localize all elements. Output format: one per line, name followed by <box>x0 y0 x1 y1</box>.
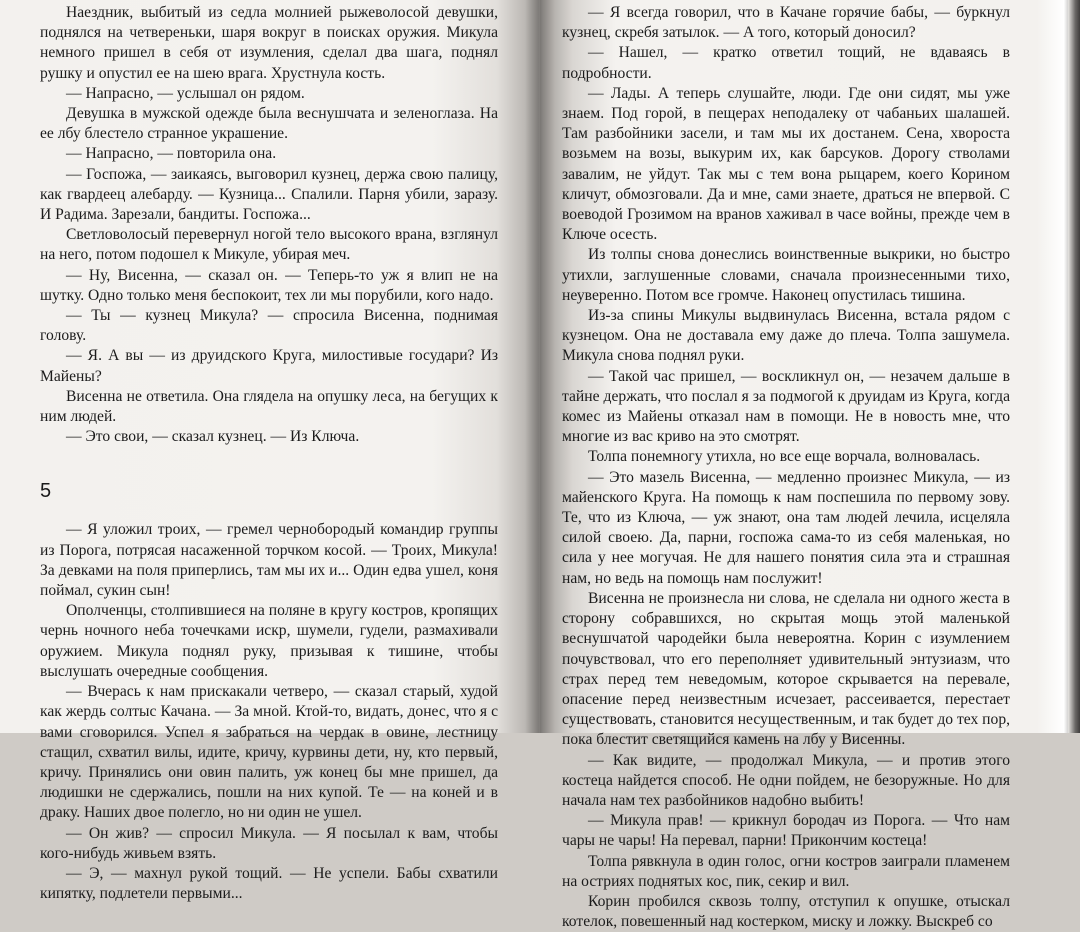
paragraph: Из толпы снова донеслись воинственные выкрики, но быстро утихли, заглушенные словами, сначала произнесенными тихо, неуверенно. Потом все громче. Наконец опустилась тишина. <box>562 246 1010 304</box>
paragraph: — Лады. А теперь слушайте, люди. Где они сидят, мы уже знаем. Под горой, в пещерах неподалеку от чабаньих шалашей. Там разбойники засели, и там мы их достанем. Сена, хвороста возьмем на возы, выкурим их, как барсуков. Дорогу стволами завалим, не уйдут. Так мы с тем вона рыцарем, коего Корином кличут, обмозговали. Да и мне, сами знаете, драться не впервой. С воеводой Грозимом на вранов хаживал в часе войны, прежде чем в Ключе осесть. <box>562 84 1010 244</box>
paragraph: Наездник, выбитый из седла молнией рыжеволосой девушки, поднялся на четвереньки, шаря вокруг в поисках оружия. Микула немного пришел в себя от изумления, сделал два шага, поднял рушку и опустил ее на шею врага. Хрустнула кость. <box>40 4 498 82</box>
right-page <box>540 0 1080 931</box>
left-page <box>0 0 540 903</box>
paragraph: — Это мазель Висенна, — медленно произнес Микула, — из майенского Круга. На помощь к нам поспешила по первому зову. Те, что из Ключа, — уж знают, она там людей лечила, исцеляла силой своею. Да, парни, госпожа сама-то из себя маленькая, но сила у нее могучая. Не для нашего понятия сила эта и страшная нам, но ведь на помощь нам послужит! <box>562 468 1010 587</box>
right-column <box>562 3 1010 932</box>
chapter-number: 5 <box>40 480 52 503</box>
paragraph: Висенна не произнесла ни слова, не сделала ни одного жеста в сторону собравшихся, но скрытая мощь этой маленькой веснушчатой чародейки была невероятна. Корин с изумлением почувствовал, что его переполняет удивительный энтузиазм, что страх перед тем неведомым, которое скрывается на перевале, опасение перед неизвестным исчезает, рассеивается, перестает существовать, становится несущественным, и так будет до тех пор, пока блестит светящийся камень на лбу у Висенны. <box>562 589 1011 749</box>
paragraph: — Я. А вы — из друидского Круга, милостивые государи? Из Майены? <box>40 347 498 385</box>
paragraph: Ополченцы, столпившиеся на поляне в кругу костров, кропящих чернь ночного неба точечками искр, шумели, гудели, размахивали оружием. Микула поднял руку, призывая к тишине, чтобы выслушать очередные сообщения. <box>40 602 498 680</box>
paragraph: — Это свои, — сказал кузнец. — Из Ключа. <box>66 428 360 446</box>
paragraph: — Такой час пришел, — воскликнул он, — незачем дальше в тайне держать, что послал я за подмогой к друидам из Круга, когда комес из Майены отказал нам в помощи. Не в новость мне, что многие из вас криво на это смотрят. <box>562 367 1010 446</box>
paragraph: — Госпожа, — заикаясь, выговорил кузнец, держа свою палицу, как гвардеец алебарду. — Кузница... Спалили. Парня убили, заразу. И Радима. Зарезали, бандиты. Госпожа... <box>40 165 498 224</box>
book-edge <box>1068 0 1080 733</box>
paragraph: Девушка в мужской одежде была веснушчата и зеленоглаза. На ее лбу блестело странное украшение. <box>40 105 498 143</box>
paragraph: — Ну, Висенна, — сказал он. — Теперь-то уж я влип не на шутку. Одно только меня беспокоит, тех ли мы порубили, кого надо. <box>40 266 498 304</box>
paragraph: Толпа понемногу утихла, но все еще ворчала, волновалась. <box>588 448 981 466</box>
paragraph: — Напрасно, — повторила она. <box>66 145 277 163</box>
paragraph: — Микула прав! — крикнул бородач из Порога. — Что нам чары не чары! На перевал, парни! Прикончим костеца! <box>562 812 1010 850</box>
paragraph: Светловолосый перевернул ногой тело высокого врана, взглянул на него, потом подошел к Микуле, убирая меч. <box>40 226 498 264</box>
paragraph: Из-за спины Микулы выдвинулась Висенна, встала рядом с кузнецом. Она не доставала ему даже до плеча. Толпа зашумела. Микула снова поднял руки. <box>562 307 1010 365</box>
paragraph: — Ты — кузнец Микула? — спросила Висенна, поднимая голову. <box>40 307 498 345</box>
paragraph: — Вчерась к нам прискакали четверо, — сказал старый, худой как жердь солтыс Качана. — За мной. Ктой-то, видать, донес, что я с вами сговорился. Успел я забраться на чердак в овине, лестницу стащил, схватил вилы, идите, кричу, курвины дети, ну, кто первый, кричу. Принялись они овин палить, уж конец бы мне пришел, да людишки не сдержались, пошли на них купой. Те — на коней и в драку. Наших двое полегло, но ни один не ушел. <box>40 683 498 822</box>
paragraph: Корин пробился сквозь толпу, отступил к опушке, отыскал котелок, повешенный над костерком, миску и ложку. Выскреб со <box>562 892 1010 931</box>
paragraph: — Он жив? — спросил Микула. — Я посылал к вам, чтобы кого-нибудь живьем взять. <box>40 824 498 862</box>
paragraph: — Нашел, — кратко ответил тощий, не вдаваясь в подробности. <box>562 44 1010 82</box>
paragraph: Висенна не ответила. Она глядела на опушку леса, на бегущих к ним людей. <box>40 387 498 426</box>
paragraph: — Напрасно, — услышал он рядом. <box>66 84 305 102</box>
left-column <box>40 3 498 904</box>
paragraph: Толпа рявкнула в один голос, огни костров заиграли пламенем на остриях поднятых кос, пик, секир и вил. <box>562 852 1010 890</box>
paragraph: — Как видите, — продолжал Микула, — и против этого костеца найдется способ. Не одни пойдем, не безоружные. Но для начала нам тех разбойников надобно выбить! <box>562 751 1010 809</box>
paragraph: — Я всегда говорил, что в Качане горячие бабы, — буркнул кузнец, скребя затылок. — А того, который доносил? <box>562 4 1010 42</box>
paragraph: — Э, — махнул рукой тощий. — Не успели. Бабы схватили кипятку, подлетели первыми... <box>40 864 498 903</box>
paragraph: — Я уложил троих, — гремел чернобородый командир группы из Порога, потрясая насаженной торчком косой. — Троих, Микула! За девками на поля приперлись, там мы их и... Один едва ушел, коня поймал, сукин сын! <box>40 521 498 600</box>
book-gutter-shadow <box>525 0 555 733</box>
